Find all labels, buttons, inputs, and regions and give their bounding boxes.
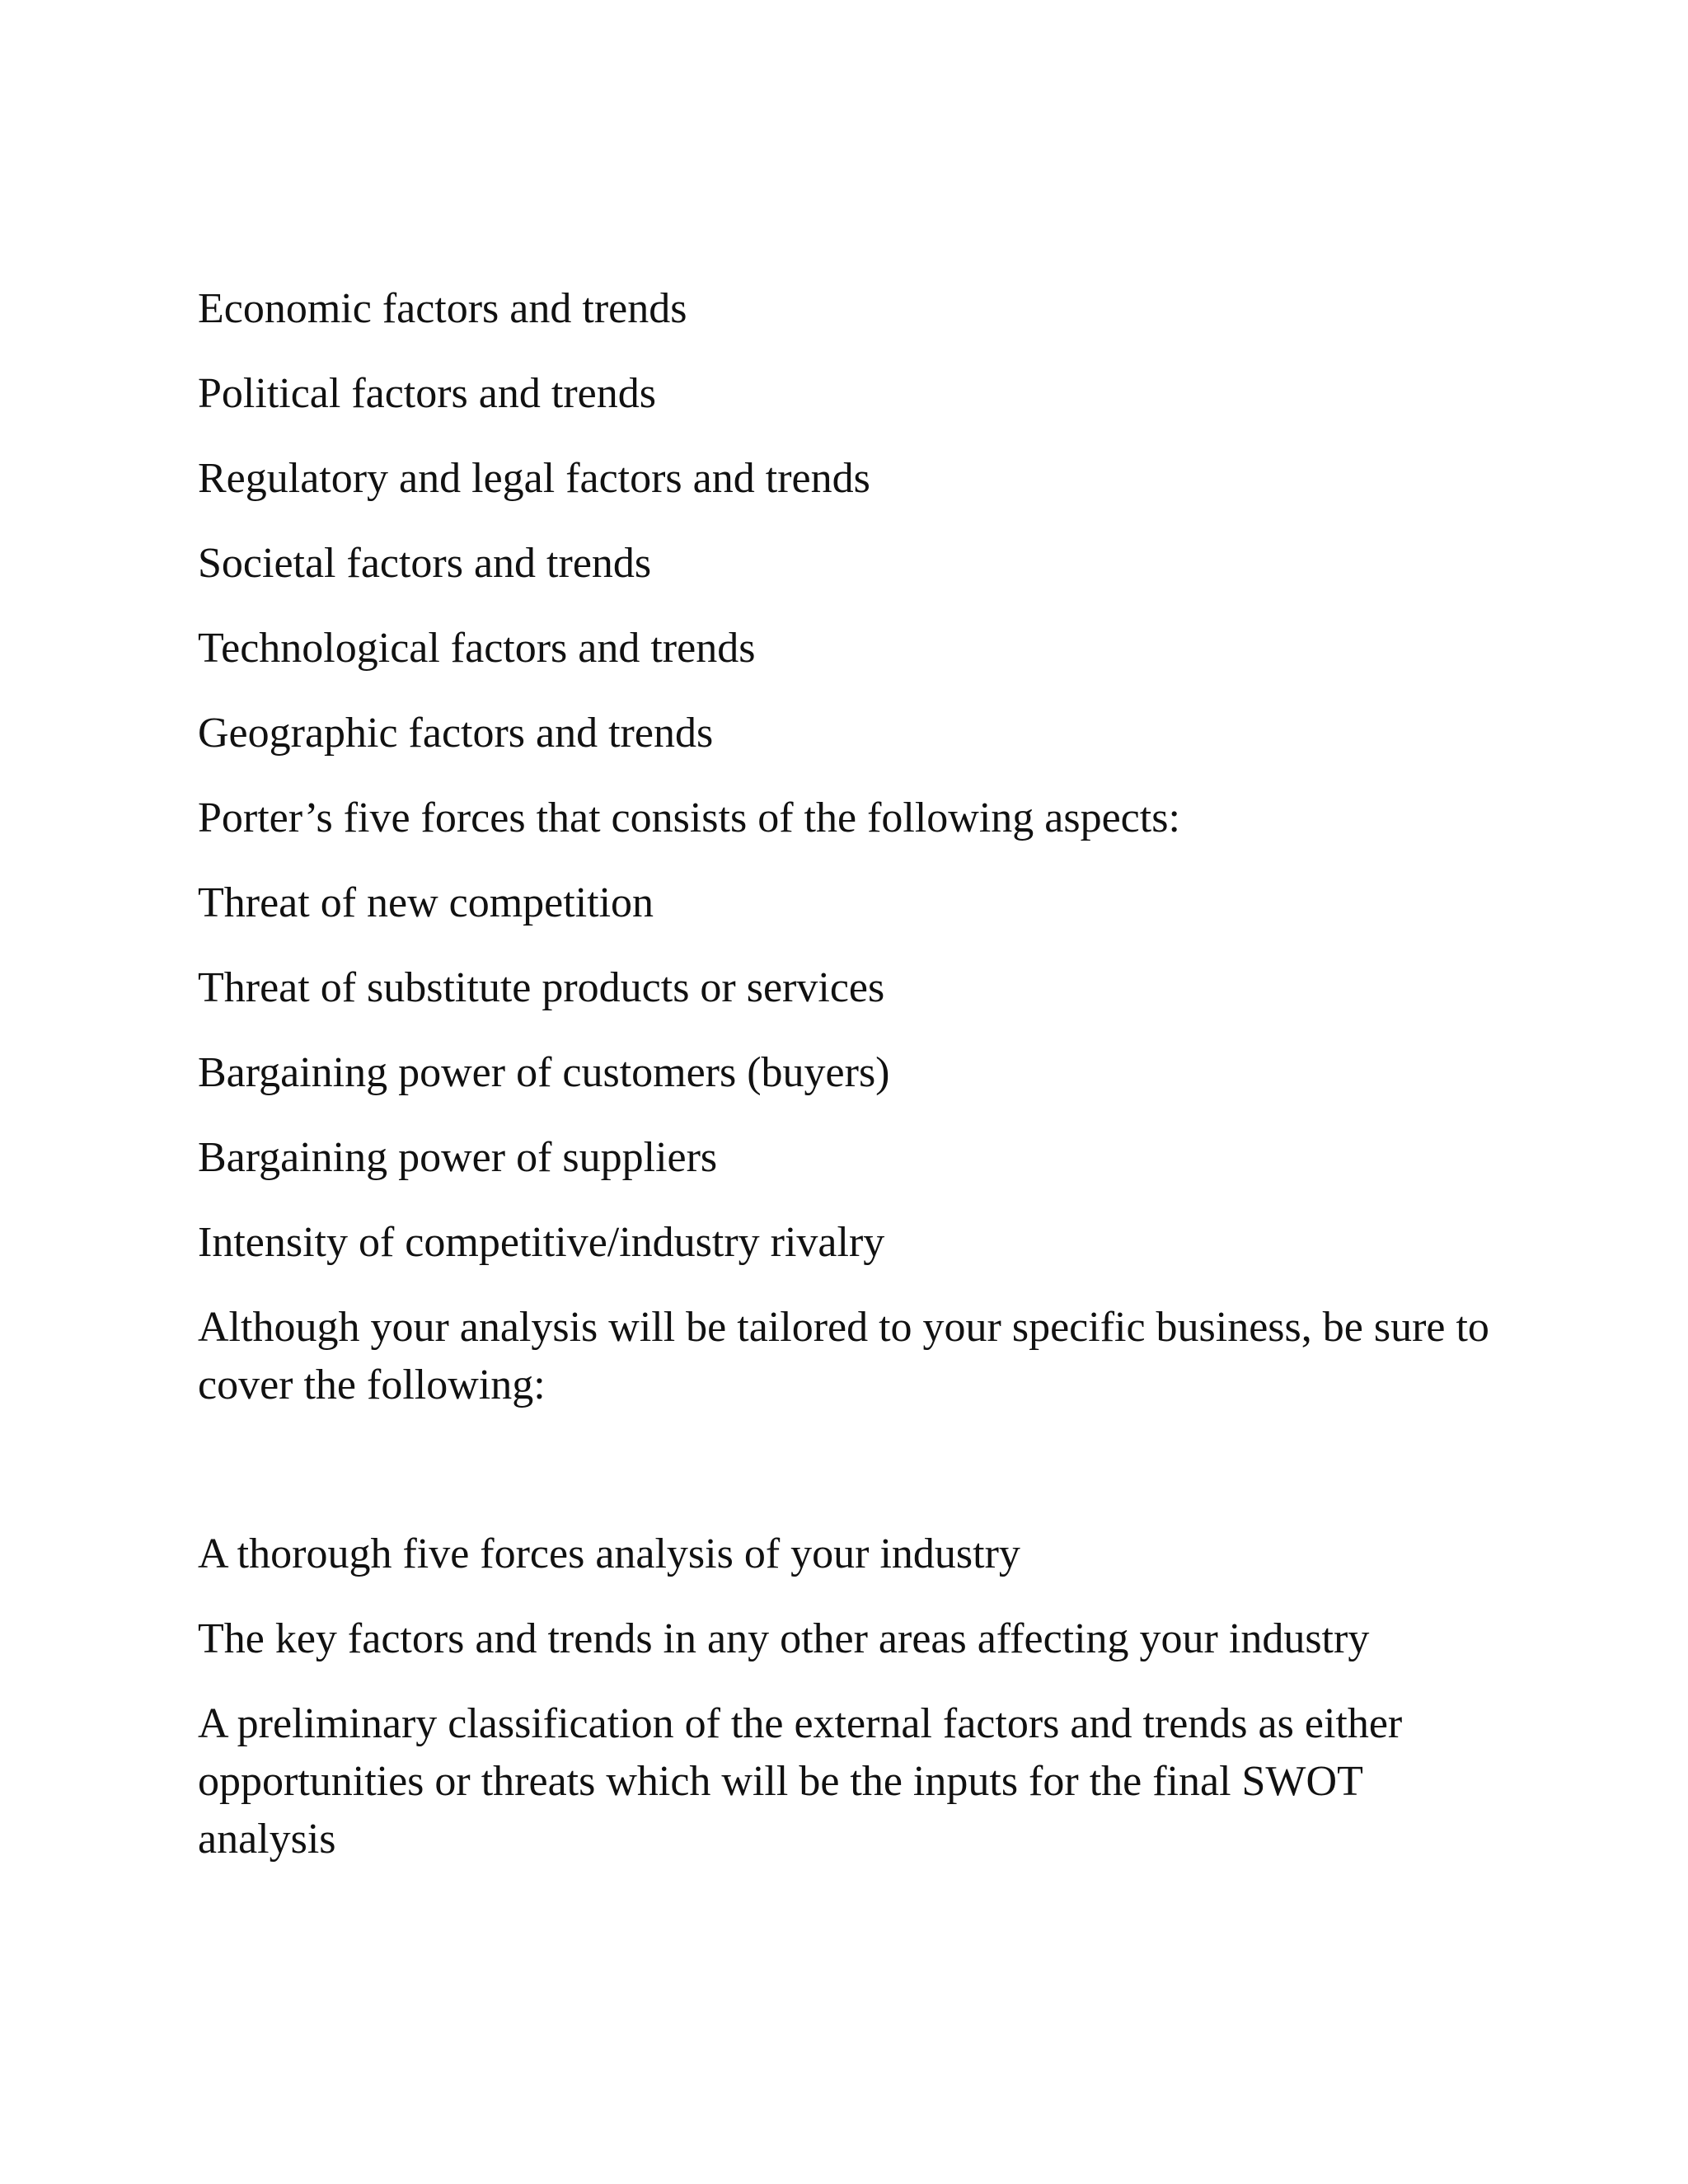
force-rivalry: Intensity of competitive/industry rivalry xyxy=(198,1219,885,1266)
factor-regulatory-legal: Regulatory and legal factors and trends xyxy=(198,455,870,502)
force-buyer-power: Bargaining power of customers (buyers) xyxy=(198,1049,890,1096)
factor-geographic: Geographic factors and trends xyxy=(198,710,714,757)
force-supplier-power: Bargaining power of suppliers xyxy=(198,1134,718,1181)
force-substitutes: Threat of substitute products or services xyxy=(198,964,885,1011)
force-new-competition: Threat of new competition xyxy=(198,879,654,926)
coverage-item-classification: A preliminary classification of the external factors and trends as either opportunities or threats which will be the inputs for the final SWOT analysis xyxy=(198,1700,1403,1863)
factor-societal: Societal factors and trends xyxy=(198,540,652,587)
coverage-intro: Although your analysis will be tailored to your specific business, be sure to cover the following: xyxy=(198,1304,1489,1408)
coverage-item-five-forces: A thorough five forces analysis of your industry xyxy=(198,1530,1020,1577)
factor-political: Political factors and trends xyxy=(198,370,656,417)
porter-five-forces-heading: Porter’s five forces that consists of the following aspects: xyxy=(198,794,1180,841)
factor-technological: Technological factors and trends xyxy=(198,625,756,672)
coverage-item-key-factors: The key factors and trends in any other areas affecting your industry xyxy=(198,1615,1370,1662)
factor-economic: Economic factors and trends xyxy=(198,285,687,332)
